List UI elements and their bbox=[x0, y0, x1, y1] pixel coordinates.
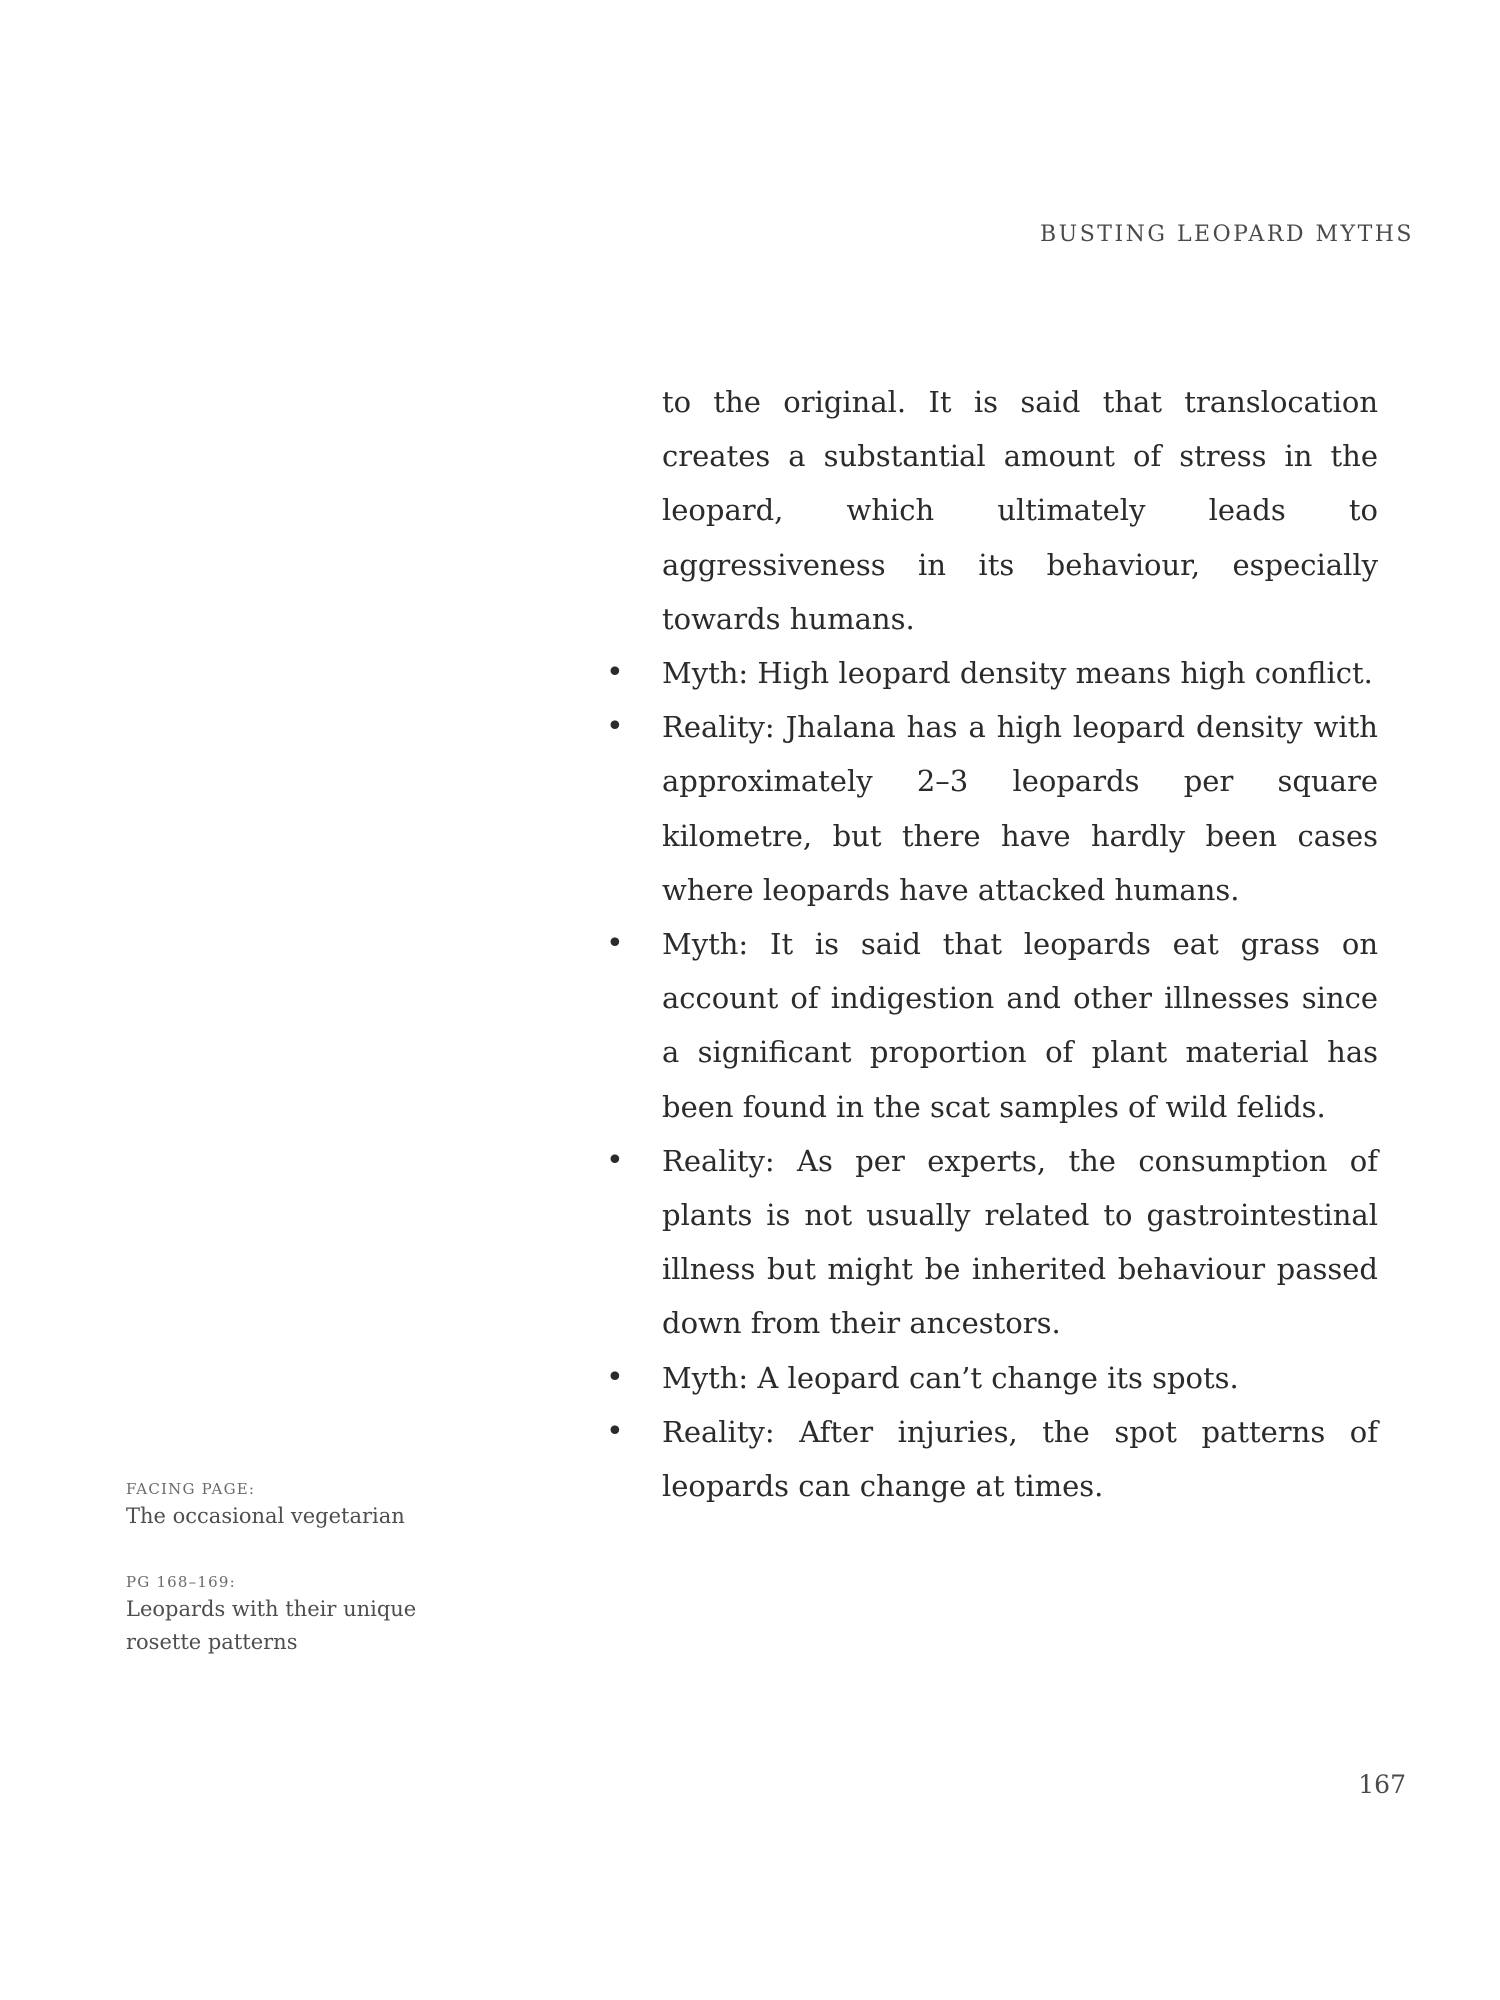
list-item-text: Reality: Jhalana has a high leopard density with approximately 2–3 leopards per square kilometre, but there have hardly been cases where leopards have attacked humans. bbox=[662, 710, 1378, 907]
list-item bbox=[606, 1351, 1378, 1405]
myth-reality-list bbox=[606, 646, 1378, 1513]
list-item-text: Reality: As per experts, the consumption of plants is not usually related to gastrointestinal illness but might be inherited behaviour passed down from their ancestors. bbox=[662, 1143, 1378, 1341]
photo-captions bbox=[126, 1478, 486, 1659]
bullet-icon: • bbox=[606, 655, 624, 691]
caption-facing-page bbox=[126, 1478, 486, 1533]
page-number: 167 bbox=[1358, 1770, 1406, 1799]
bullet-icon: • bbox=[606, 709, 624, 745]
list-item-text: Myth: It is said that leopards eat grass on account of indigestion and other illnesses since a significant proportion of plant material has been found in the scat samples of wild felids. bbox=[662, 927, 1378, 1124]
caption-label: FACING PAGE: bbox=[126, 1480, 256, 1498]
list-item-text: Myth: A leopard can’t change its spots. bbox=[662, 1360, 1239, 1395]
list-item-text: Reality: After injuries, the spot patterns of leopards can change at times. bbox=[662, 1414, 1378, 1504]
bullet-icon: • bbox=[606, 926, 624, 962]
list-item bbox=[606, 1405, 1378, 1513]
body-text bbox=[606, 375, 1378, 1513]
caption-text: Leopards with their unique rosette patterns bbox=[126, 1597, 417, 1654]
continuation-paragraph: to the original. It is said that translocation creates a substantial amount of stress in the leopard, which ultimately leads to aggressiveness in its behaviour, especially towards humans. bbox=[662, 385, 1378, 636]
bullet-icon: • bbox=[606, 1359, 624, 1395]
list-item-text: Myth: High leopard density means high conflict. bbox=[662, 656, 1373, 691]
list-item bbox=[606, 917, 1378, 1134]
running-head: BUSTING LEOPARD MYTHS bbox=[1039, 222, 1414, 247]
list-item bbox=[606, 646, 1378, 700]
caption-pg-168-169 bbox=[126, 1571, 486, 1659]
caption-text: The occasional vegetarian bbox=[126, 1504, 405, 1528]
list-item bbox=[606, 700, 1378, 917]
bullet-icon: • bbox=[606, 1413, 624, 1449]
caption-label: PG 168–169: bbox=[126, 1573, 236, 1591]
list-item bbox=[606, 1134, 1378, 1351]
bullet-icon: • bbox=[606, 1142, 624, 1178]
